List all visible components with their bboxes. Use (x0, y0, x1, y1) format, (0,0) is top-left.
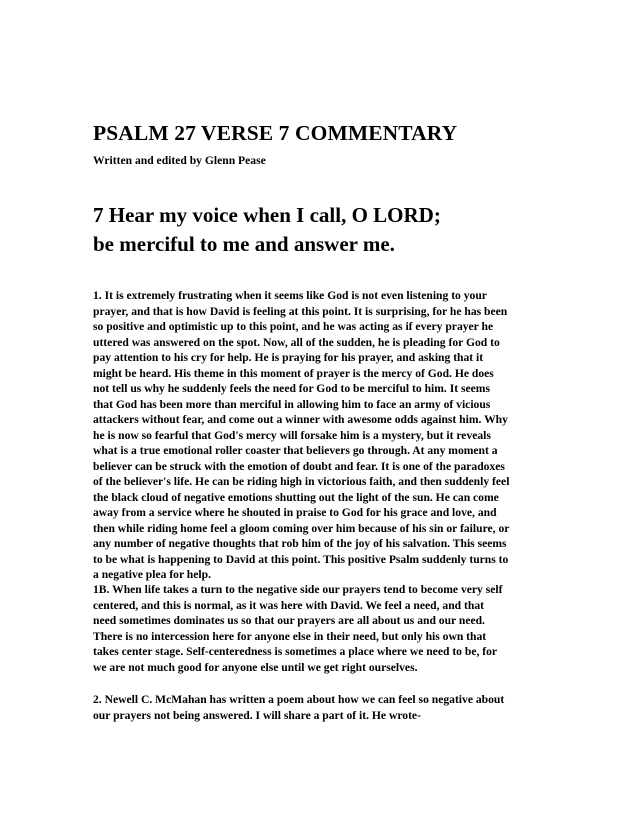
text-line: our prayers not being answered. I will share a part of it. He wrote- (93, 708, 421, 722)
text-line: then while riding home feel a gloom coming over him because of his sin or failure, or (93, 521, 510, 535)
page-title: PSALM 27 VERSE 7 COMMENTARY (93, 121, 458, 145)
text-line: the black cloud of negative emotions shutting out the light of the sun. He can come (93, 490, 499, 504)
text-line: to be what is happening to David at this point. This positive Psalm suddenly turns to (93, 552, 509, 566)
verse-line: be merciful to me and answer me. (93, 232, 395, 256)
text-line: of the believer's life. He can be riding high in victorious faith, and then suddenly feel (93, 475, 510, 488)
text-line: we are not much good for anyone else until we get right ourselves. (93, 660, 418, 674)
author-byline: Written and edited by Glenn Pease (93, 154, 266, 167)
text-line: takes center stage. Self-centeredness is sometimes a place where we need to be, for (93, 645, 498, 658)
text-line: prayer, and that is how David is feeling at this point. It is surprising, for he has been (93, 304, 508, 318)
text-line: 2. Newell C. McMahan has written a poem about how we can feel so negative about (93, 693, 505, 706)
paragraph-2 (93, 692, 504, 723)
paragraph-1b (93, 582, 503, 675)
verse-line: 7 Hear my voice when I call, O LORD; (93, 203, 441, 227)
text-line: not tell us why he suddenly feels the need for God to be merciful to him. It seems (93, 382, 490, 395)
text-line: There is no intercession here for anyone else in their need, but only his own that (93, 629, 487, 643)
text-line: away from a service where he shouted in praise to God for his grace and love, and (93, 506, 497, 519)
text-line: what is a true emotional roller coaster that believers go through. At any moment a (93, 444, 498, 457)
text-line: believer can be struck with the emotion of doubt and fear. It is one of the paradoxes (93, 459, 505, 473)
text-line: pay attention to his cry for help. He is praying for his prayer, and asking that it (93, 351, 484, 364)
text-line: he is now so fearful that God's mercy will forsake him is a mystery, but it reveals (93, 428, 491, 442)
text-line: 1. It is extremely frustrating when it seems like God is not even listening to your (93, 289, 487, 302)
verse-heading (93, 201, 441, 259)
text-line: centered, and this is normal, as it was here with David. We feel a need, and that (93, 598, 484, 612)
text-line: that God has been more than merciful in allowing him to face an army of vicious (93, 397, 491, 411)
text-line: any number of negative thoughts that rob him of the joy of his salvation. This seems (93, 537, 507, 550)
text-line: 1B. When life takes a turn to the negative side our prayers tend to become very self (93, 583, 503, 596)
text-line: attackers without fear, and come out a winner with awesome odds against him. Why (93, 413, 508, 426)
text-line: need sometimes dominates us so that our prayers are all about us and our need. (93, 614, 485, 627)
text-line: uttered was answered on the spot. Now, all of the sudden, he is pleading for God to (93, 335, 500, 349)
text-line: so positive and optimistic up to this point, and he was acting as if every prayer he (93, 320, 494, 333)
text-line: might be heard. His theme in this moment of prayer is the mercy of God. He does (93, 366, 494, 380)
text-line: a negative plea for help. (93, 568, 211, 581)
paragraph-1 (93, 288, 509, 583)
